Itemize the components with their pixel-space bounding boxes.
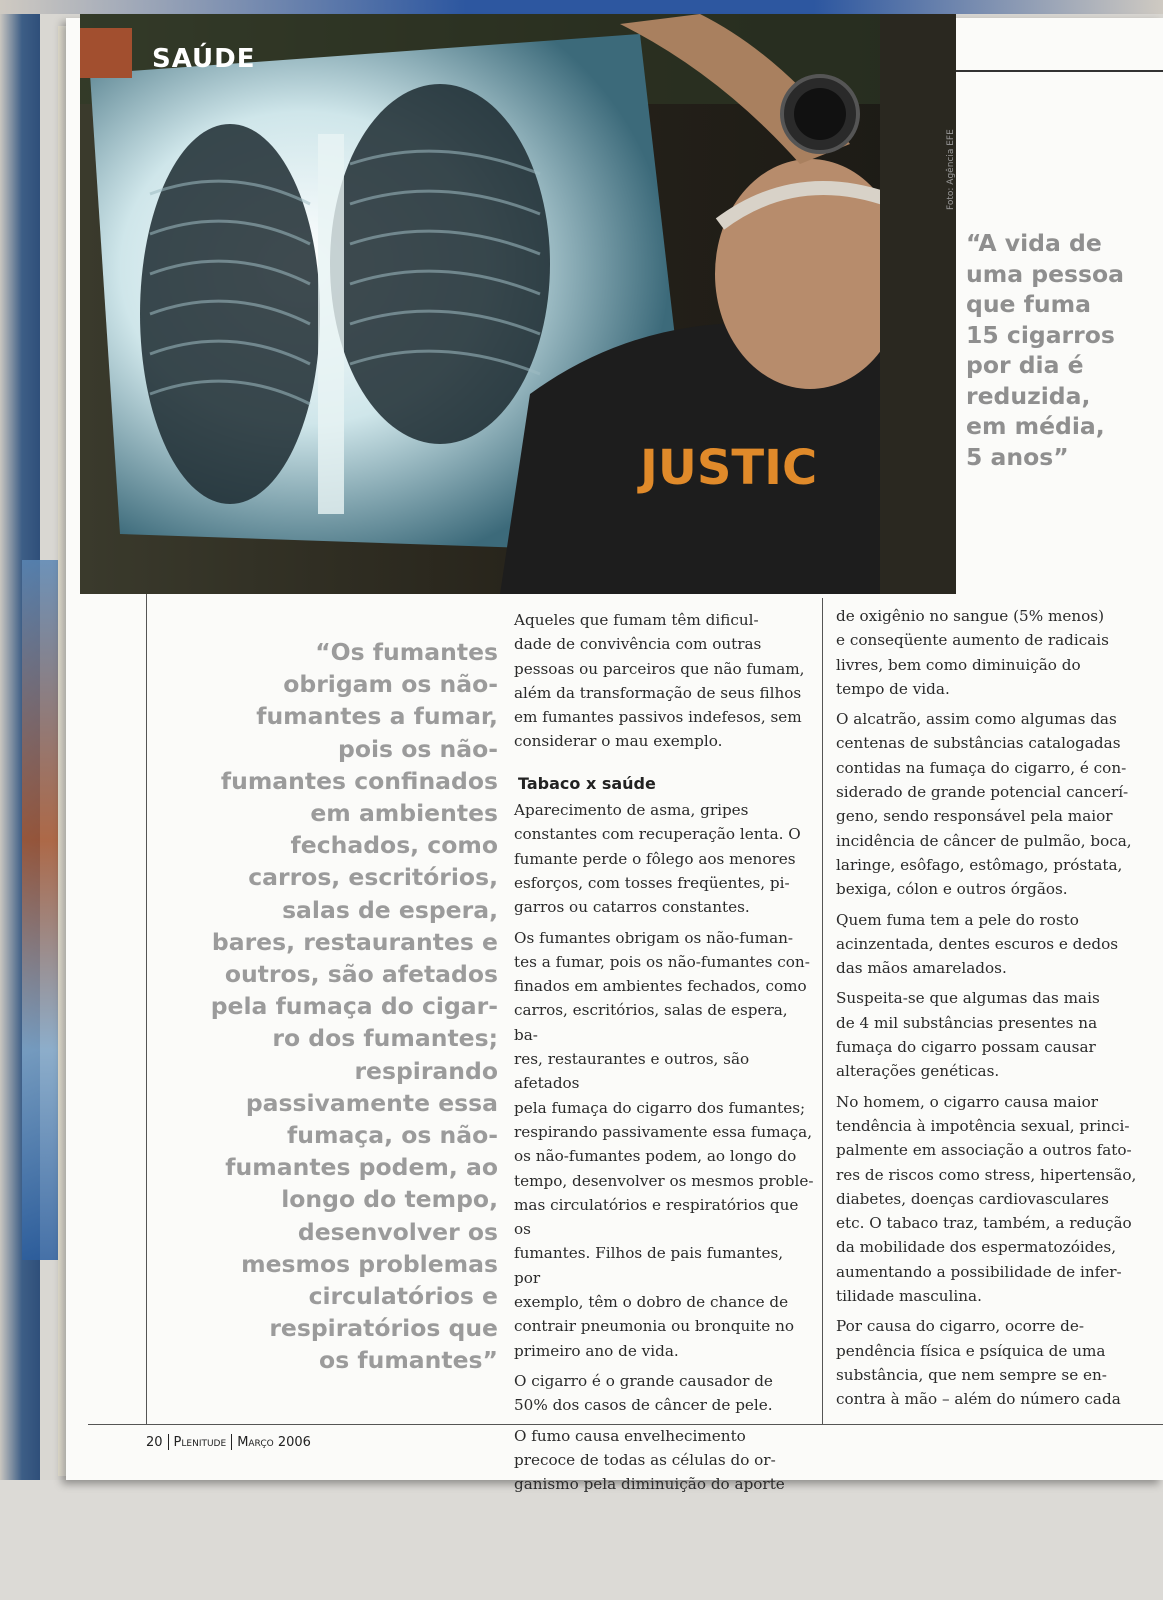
article-column-1 [514,608,814,1496]
left-column-rule [146,594,147,1424]
xray-photo [80,14,956,594]
article-column-2 [836,604,1158,1412]
paragraph: O fumo causa envelhecimento precoce de todas as células do or- ganismo pela diminuição do aporte [514,1426,785,1494]
paragraph: Suspeita-se que algumas das mais de 4 mil substâncias presentes na fumaça do cigarro possam causar alterações genéticas. [836,989,1100,1081]
top-rule [956,70,1163,72]
xray-photo-illustration [80,14,956,594]
issue-date: Março 2006 [237,1434,311,1450]
shirt-print-text: JUSTIC [640,440,818,496]
pull-quote-left: “Os fumantes obrigam os não- fumantes a fumar, pois os não- fumantes confinados em ambientes fechados, como carros, escritórios, salas de espera, bares, restaurantes e outros, são afetados pela fumaça do cigar- ro dos fumantes; respirando passivamente essa fumaça, os não- fumantes podem, ao longo do tempo, desenvolver os mesmos problemas circulatórios e respiratórios que os fumantes” [210,638,498,1375]
paragraph: Por causa do cigarro, ocorre de- pendência física e psíquica de uma substância, que nem sempre se en- contra à mão – além do número cada [836,1317,1121,1409]
section-label: SAÚDE [152,44,256,74]
paragraph: O cigarro é o grande causador de 50% dos casos de câncer de pele. [514,1371,773,1415]
paragraph: de oxigênio no sangue (5% menos) e conseqüente aumento de radicais livres, bem como diminuição do tempo de vida. [836,607,1109,698]
page-number: 20 [146,1434,163,1450]
bottom-rule [88,1424,1163,1425]
paragraph: Aqueles que fumam têm dificul- dade de convivência com outras pessoas ou parceiros que não fumam, além da transformação de seus filhos em fumantes passivos indefesos, sem considerar o mau exemplo. [514,611,805,751]
sub-heading: Tabaco x saúde [518,773,656,793]
page-footer [143,1434,314,1450]
paragraph: O alcatrão, assim como algumas das centenas de substâncias catalogadas contidas na fumaça do cigarro, é con- siderado de grande potencial cancerí- geno, sendo responsável pela maior incidência de câncer de pulmão, boca, laringe, esôfago, estômago, próstata, bexiga, cólon e outros órgãos. [836,710,1132,899]
column-divider [822,598,823,1424]
magazine-name: Plenitude [173,1434,227,1450]
pull-quote-right: “A vida de uma pessoa que fuma 15 cigarros por dia é reduzida, em média, 5 anos” [966,229,1124,471]
section-color-tab [80,28,132,78]
paragraph: Aparecimento de asma, gripes constantes com recuperação lenta. O fumante perde o fôlego aos menores esforços, com tosses freqüentes, pi- garros ou catarros constantes. [514,801,801,917]
paragraph: No homem, o cigarro causa maior tendência à impotência sexual, princi- palmente em associação a outros fato- res de riscos como stress, hipertensão, diabetes, doenças cardiovasculares etc. O tabaco traz, também, a redução da mobilidade dos espermatozóides, aumentando a possibilidade de infer- tilidade masculina. [836,1092,1137,1306]
scan-background-magazine-stack [22,560,58,1260]
paragraph: Quem fuma tem a pele do rosto acinzentada, dentes escuros e dedos das mãos amarelados. [836,910,1119,978]
scan-background-bottom [0,1480,1163,1600]
paragraph: Os fumantes obrigam os não-fuman- tes a fumar, pois os não-fumantes con- finados em ambientes fechados, como carros, escritórios, salas de espera, ba- res, restaurantes e outros, são afetados pela fumaça do cigarro dos fumantes; respirando passivamente essa fumaça, os não-fumantes podem, ao longo do tempo, desenvolver os mesmos proble- mas circulatórios e respiratórios que os fumantes. Filhos de pais fumantes, por exemplo, têm o dobro de chance de contrair pneumonia ou bronquite no primeiro ano de vida. [514,928,814,1360]
scan-background-top [0,0,1163,14]
photo-credit: Foto: Agência EFE [946,129,956,210]
